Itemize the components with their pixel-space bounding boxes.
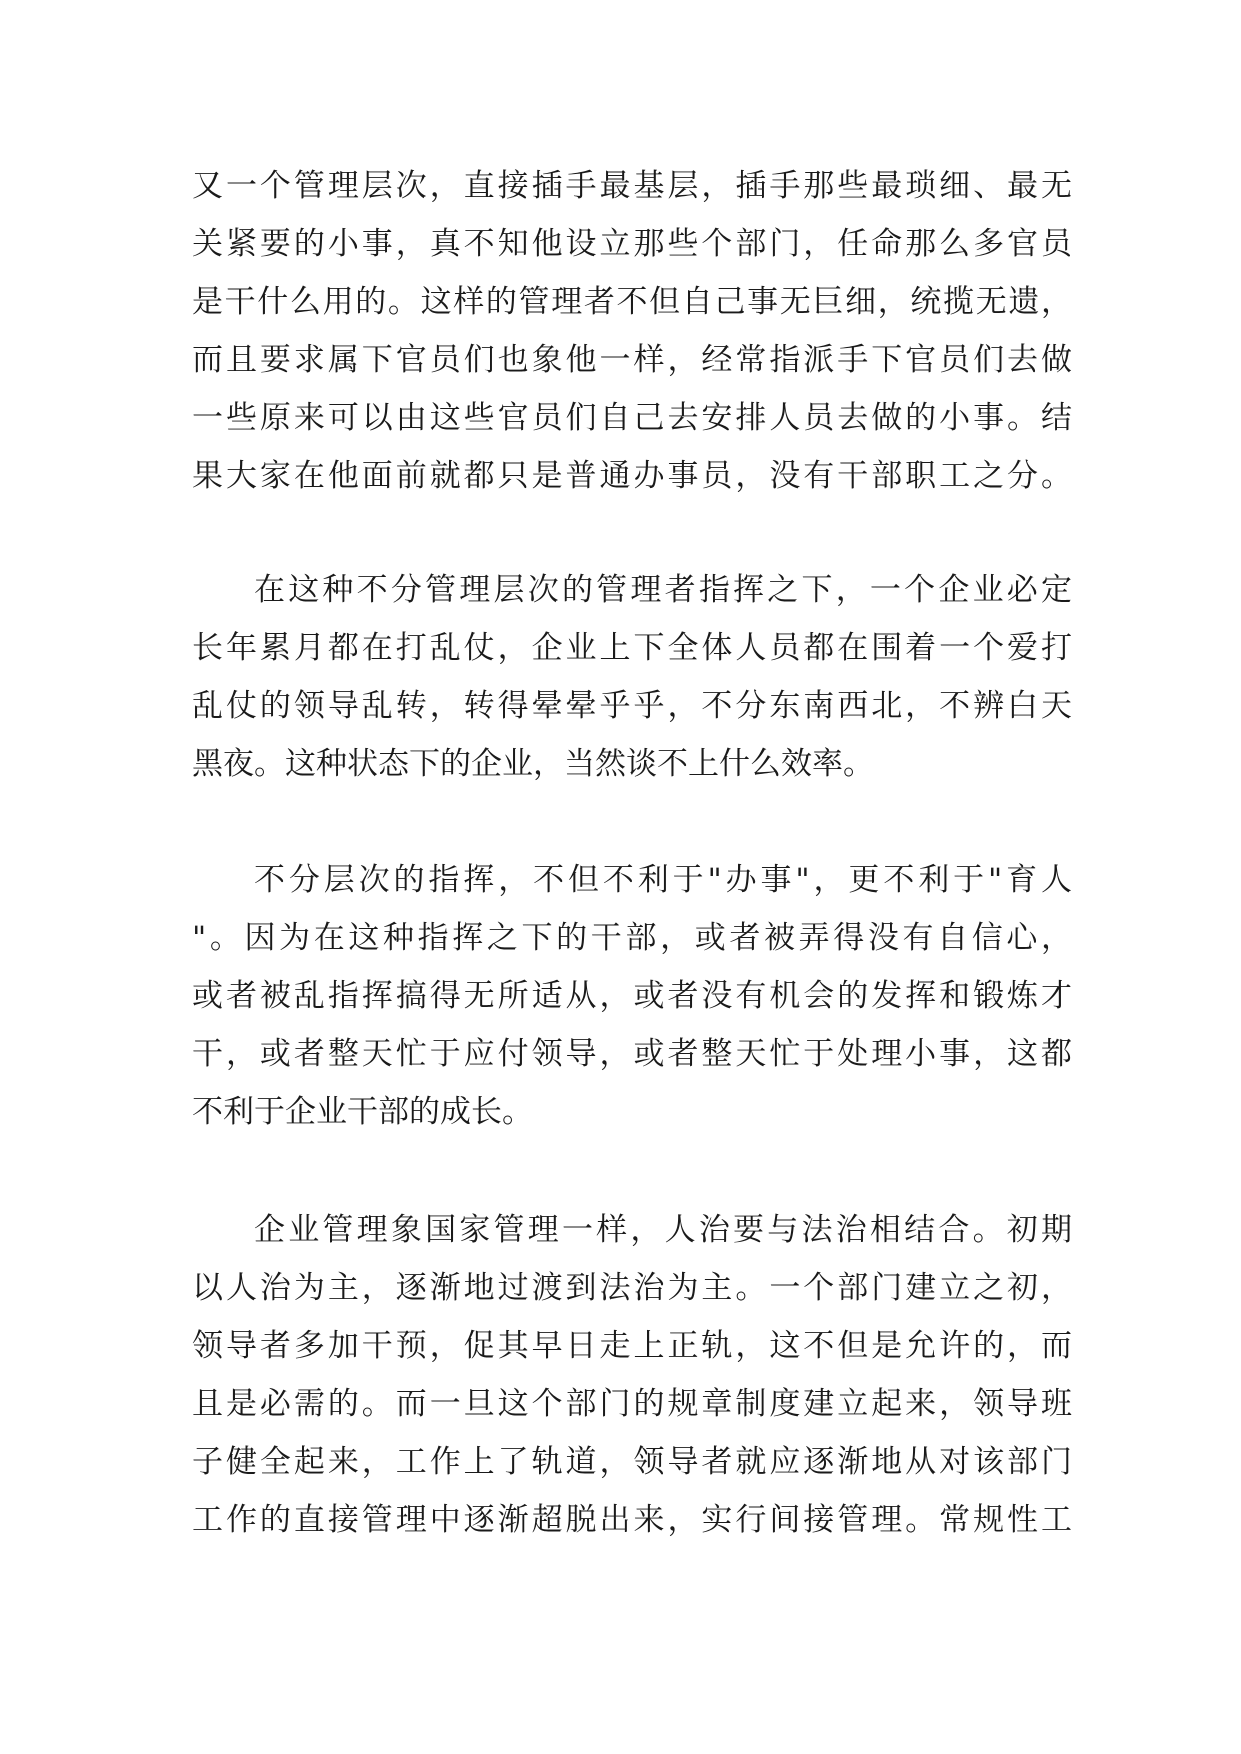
text-line: 在这种不分管理层次的管理者指挥之下，一个企业必定 [254,572,1072,608]
text-line: 又一个管理层次，直接插手最基层，插手那些最琐细、最无 [192,168,1072,204]
text-line: 黑夜。这种状态下的企业，当然谈不上什么效率。 [192,746,874,782]
text-line: 企业管理象国家管理一样，人治要与法治相结合。初期 [254,1212,1072,1248]
text-line: 关紧要的小事，真不知他设立那些个部门，任命那么多官员 [192,226,1072,262]
text-line: 不利于企业干部的成长。 [192,1094,533,1130]
text-line: 长年累月都在打乱仗，企业上下全体人员都在围着一个爱打 [192,630,1072,666]
text-line: 一些原来可以由这些官员们自己去安排人员去做的小事。结 [192,400,1072,436]
text-line: 而且要求属下官员们也象他一样，经常指派手下官员们去做 [192,342,1072,378]
text-line: "。因为在这种指挥之下的干部，或者被弄得没有自信心， [192,920,1072,956]
paragraph-4 [192,1201,1072,1549]
text-line: 干，或者整天忙于应付领导，或者整天忙于处理小事，这都 [192,1036,1072,1072]
paragraph-2 [192,561,1072,793]
text-line: 果大家在他面前就都只是普通办事员，没有干部职工之分。 [192,458,1072,494]
text-line: 且是必需的。而一旦这个部门的规章制度建立起来，领导班 [192,1386,1072,1422]
text-line: 工作的直接管理中逐渐超脱出来，实行间接管理。常规性工 [192,1502,1072,1538]
text-line: 是干什么用的。这样的管理者不但自己事无巨细，统揽无遗， [192,284,1072,320]
text-line: 以人治为主，逐渐地过渡到法治为主。一个部门建立之初， [192,1270,1072,1306]
paragraph-3 [192,851,1072,1141]
paragraph-1 [192,157,1072,505]
text-line: 不分层次的指挥，不但不利于"办事"，更不利于"育人 [254,862,1072,898]
text-line: 或者被乱指挥搞得无所适从，或者没有机会的发挥和锻炼才 [192,978,1072,1014]
text-line: 子健全起来，工作上了轨道，领导者就应逐渐地从对该部门 [192,1444,1072,1480]
text-line: 领导者多加干预，促其早日走上正轨，这不但是允许的，而 [192,1328,1072,1364]
text-line: 乱仗的领导乱转，转得晕晕乎乎，不分东南西北，不辨白天 [192,688,1072,724]
